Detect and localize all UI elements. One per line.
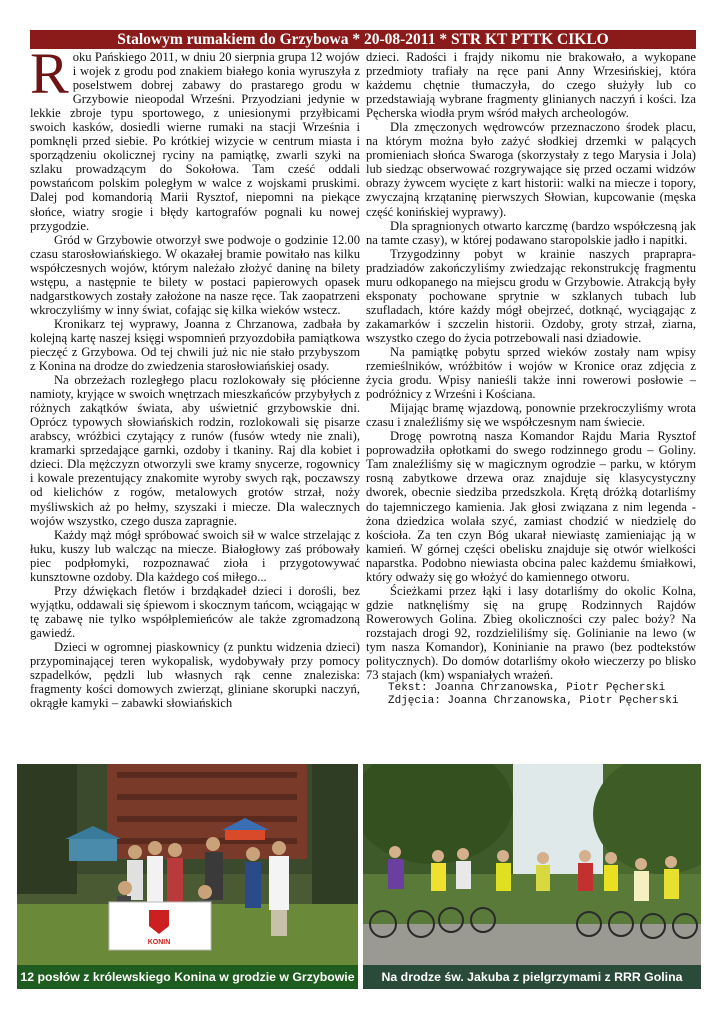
- cyclists-photo-golina: [363, 764, 701, 989]
- text-credit: Tekst: Joanna Chrzanowska, Piotr Pęcherski: [388, 682, 666, 695]
- article-paragraph: Dla spragnionych otwarto karczmę (bardzo współczesną jak na tamte czasy), w której podawano staropolskie jadło i napitki.: [366, 218, 696, 247]
- cyclists-photo-illustration: [363, 764, 701, 989]
- group-photo-grzybowo: [17, 764, 358, 989]
- credits: [366, 682, 696, 708]
- article-paragraph: dzieci. Radości i frajdy nikomu nie brakowało, a wykopane przedmioty trafiały na ręce pani Anny Wrzesińskiej, która każdemu chętnie tłumaczyła, do czego służyły lub co przedstawiają wybrane fragmenty glinianych naczyń i kości. Iza Pęcherska wiodła prym wśród małych archeologów.: [366, 50, 696, 121]
- article-column-left: [30, 50, 360, 758]
- article-paragraph: Ścieżkami przez łąki i lasy dotarliśmy do okolic Kolna, gdzie natknęliśmy się na grupę Rodzinnych Rajdów Rowerowych Golina. Zbieg okoliczności czy palec boży? Na rozstajach drogi 92, rozdzieliliśmy się. Golinianie na lewo (w tym nasza Komandor), Koninianie na prawo (bez podtekstów politycznych). Do domów dotarliśmy około wieczerzy po blisko 73 stajach (km) wspaniałych wrażeń.: [366, 583, 696, 683]
- article-paragraph: Na pamiątkę pobytu sprzed wieków zostały nam wpisy rzemieślników, wróżbitów i wojów w Kronice oraz zdjęcia z życia grodu. Wpisy nanieśli także inni rowerowi posłowie – podróżnicy z Wrześni i Kościana.: [366, 344, 696, 402]
- article-paragraph: Drogę powrotną nasza Komandor Rajdu Maria Rysztof poprowadziła opłotkami do swego rodzinnego grodu – Goliny. Tam znaleźliśmy się w magicznym ogrodzie – parku, w którym rosną zabytkowe drzewa oraz znajduje się klasycystyczny dworek, obecnie siedziba przedszkola. Krętą dróżką dotarliśmy do tajemniczego kamienia. Jak głosi związana z nim legenda - żona dziedzica wolała szyć, zamiast chodzić w niedzielę do kościoła. Za ten czyn Bóg ukarał niewiastę zamieniając ją w kamień. W górnej części obelisku znajduje się otwór wielkości naparstka. Podobno niewiasta obcina palec każdemu śmiałkowi, który odważy się go włożyć do kamiennego otworu.: [366, 429, 696, 584]
- article-paragraph: Kronikarz tej wyprawy, Joanna z Chrzanowa, zadbała by kolejną kartę naszej księgi wspomnień przyozdobiła pamiątkowa pieczęć z Grzybowa. Od tej chwili już nic nie stało przybyszom z Konina na drodze do zwiedzenia starosłowiańskiej osady.: [30, 316, 360, 374]
- drop-cap: R: [30, 50, 69, 106]
- article-paragraph: Roku Pańskiego 2011, w dniu 20 sierpnia grupa 12 wojów i wojek z grodu pod znakiem białego konia wyruszyła z poselstwem dobrej zabawy do prastarego grodu w Grzybowie nieopodal Wrześni. Przyodziani jedynie w lekkie zbroje typu sportowego, z uniesionymi przyłbicami swoich kasków, dosiedli wierne rumaki na stacji Września i pomknęli przed siebie. Po krótkiej wizycie w centrum miasta i sporządzeniu okolicznej ryciny na pamiątkę, zwarli szyki na szlaku prowadzącym do Sokołowa. Tam cześć oddali powstańcom polskim poległym w walce z wojskami pruskimi. Dalej pod komandorią Marii Rysztof, niepomni na piekące słońce, wiatry srogie i błędy kartografów pognali ku nowej przygodzie.: [30, 50, 360, 233]
- article-paragraph: Gród w Grzybowie otworzył swe podwoje o godzinie 12.00 czasu starosłowiańskiego. W okazałej bramie powitało nas kilku współczesnych wojów, którym należało złożyć daninę na bilety wstępu, a następnie te bilety w postaci papierowych opasek nadgarstkowych zostały założone na nasze ręce. Tak zaopatrzeni wkroczyliśmy w inny świat, cofając się kilka wieków wstecz.: [30, 232, 360, 317]
- photo-caption-left: 12 posłów z królewskiego Konina w grodzie w Grzybowie: [17, 965, 358, 989]
- article-paragraph: Trzygodzinny pobyt w krainie naszych praprapra-pradziadów zakończyliśmy zwiedzając rekonstrukcję fragmentu muru odkopanego na miejscu grodu w Grzybowie. Atrakcją były eksponaty pochowane sprytnie w szklanych tubach lub szufladach, które każdy mógł obejrzeć, dotknąć, wyciągając z zakamarków i szczelin historii. Ozdoby, groty strzał, ziarna, wszystko czego do życia potrzebowali nasi dziadowie.: [366, 246, 696, 345]
- article-paragraph: Dla zmęczonych wędrowców przeznaczono środek placu, na którym można było zażyć słodkiej drzemki w palących promieniach słońca Swaroga (skorzystały z tego Marysia i Jola) lub siedząc obserwować rozgrywające się przed oczami widzów obrazy żywcem wycięte z kart historii: walki na miecze i topory, zwyczajną krzątaninę pierwszych Słowian, kupcowanie (męska część konińskiej wyprawy).: [366, 120, 696, 219]
- page-title: Stalowym rumakiem do Grzybowa * 20-08-2011 * STR KT PTTK CIKLO: [30, 30, 696, 49]
- article-column-right: [366, 50, 696, 758]
- article-paragraph: Przy dźwiękach fletów i brzdąkadeł dzieci i dorośli, bez wyjątku, oddawali się śpiewom i skocznym tańcom, wciągając w tę zabawę nie tylko współplemieńców ale także zgromadzoną gawiedź.: [30, 583, 360, 640]
- article-paragraph: Każdy mąż mógł spróbować swoich sił w walce strzelając z łuku, kuszy lub walcząc na miecze. Białogłowy zaś próbowały piec podpłomyki, rozpoznawać zioła i przygotowywać kunsztowne ozdoby. Dla każdego coś miłego...: [30, 527, 360, 584]
- article-paragraph: Dzieci w ogromnej piaskownicy (z punktu widzenia dzieci) przypominającej teren wykopalisk, wydobywały przy pomocy szpadelków, pędzli lub własnych rąk cenne znaleziska: fragmenty kości domowych zwierząt, gliniane skorupki naczyń, okrągłe kamyki – zabawki słowiańskich: [30, 639, 360, 711]
- photo-credit: Zdjęcia: Joanna Chrzanowska, Piotr Pęcherski: [388, 695, 679, 708]
- group-photo-illustration: [17, 764, 358, 989]
- banner-text: KONIN: [147, 939, 171, 946]
- article-paragraph: Mijając bramę wjazdową, ponownie przekroczyliśmy wrota czasu i znaleźliśmy się we współczesnym nam świecie.: [366, 401, 696, 430]
- photo-caption-right: Na drodze św. Jakuba z pielgrzymami z RRR Golina: [363, 965, 701, 989]
- article-paragraph: Na obrzeżach rozległego placu rozlokowały się płócienne namioty, kryjące w swoich wnętrzach mieszkańców przybyłych z różnych zakątków świata, aby uświetnić grzybowskie dni. Oprócz typowych słowiańskich rodzin, rozlokowali się pisarze arabscy, wróżbici czytający z runów (fusów wtedy nie znali), kramarki sprzedające garnki, ozdoby i tkaniny. Raj dla kobiet i dzieci. Dla mężczyzn otworzyli swe kramy snycerze, rogownicy i kowale prezentujący znakomite wyroby swych rąk, poczawszy od kielichów z rogów, metalowych grotów strzał, noży myśliwskich aż po hełmy, szyszaki i miecze. Dla walecznych wojów wszystko, czego dusza zapragnie.: [30, 373, 360, 528]
